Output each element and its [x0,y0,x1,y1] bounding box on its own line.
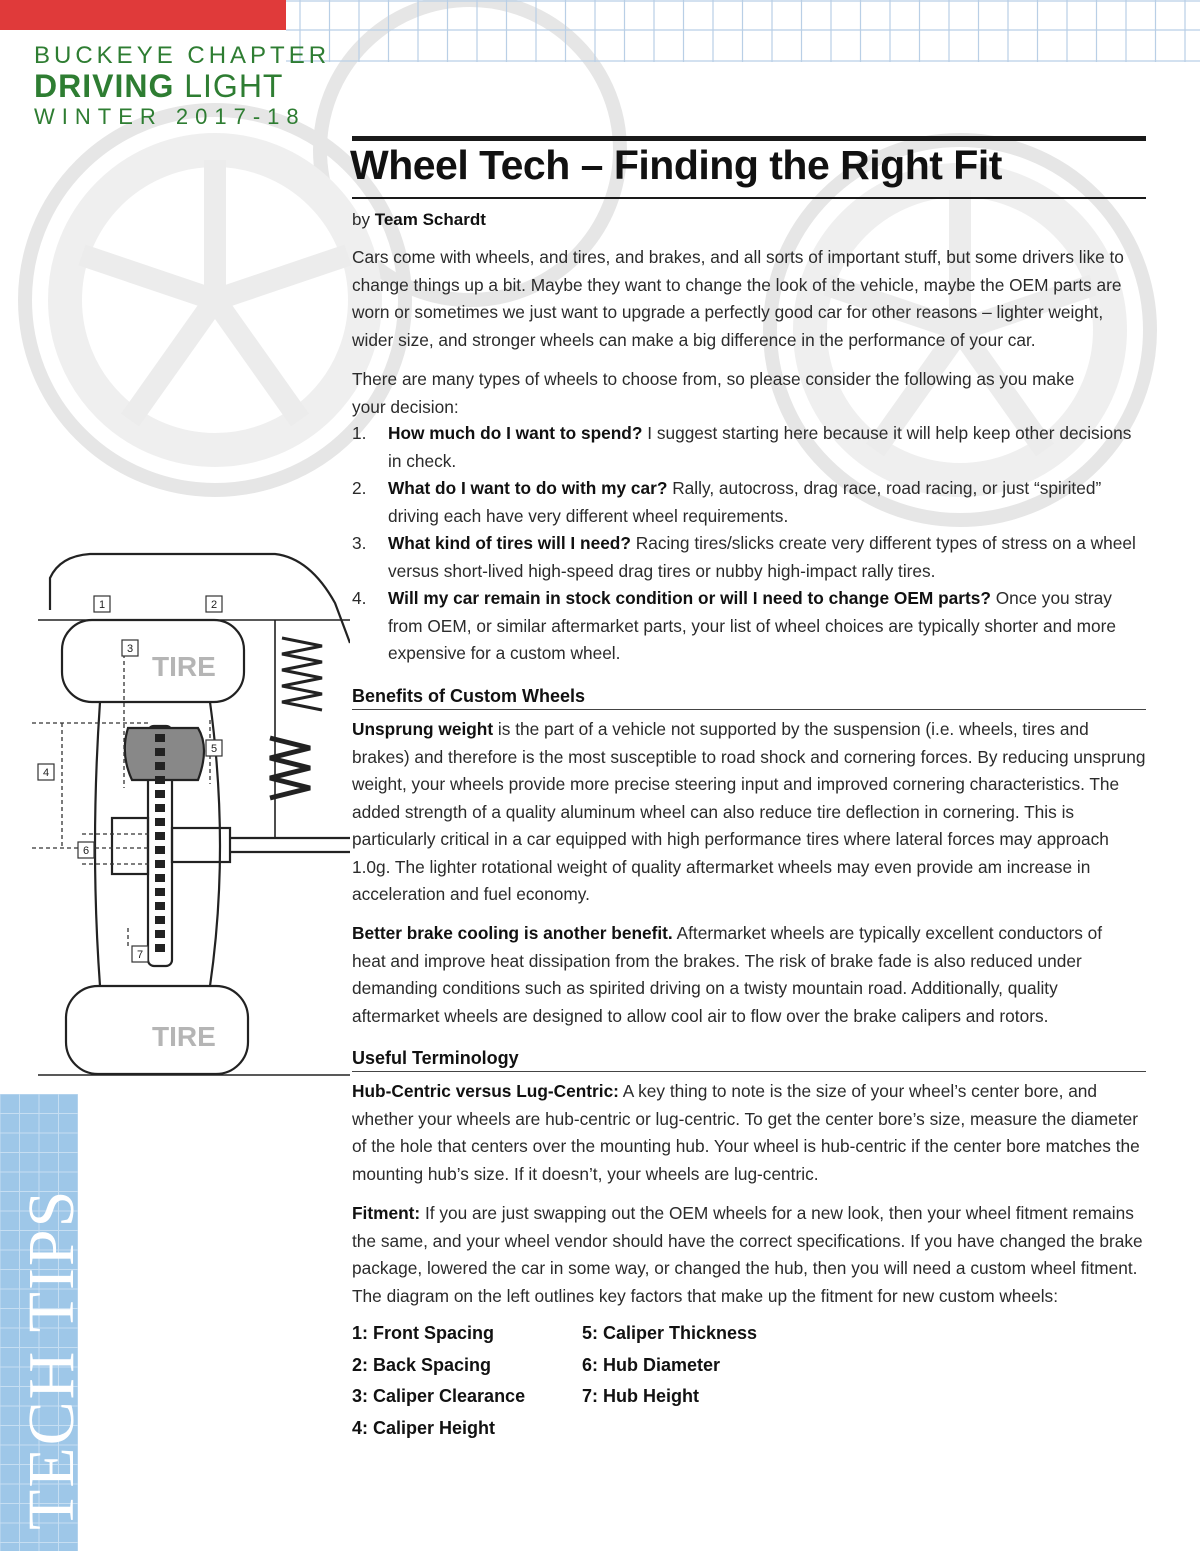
section-tag: TECH TIPS [15,1188,88,1530]
callout-2: 2 [210,599,218,611]
list-number: 3. [352,533,367,553]
list-number: 4. [352,588,367,608]
list-number: 1. [352,423,367,443]
callout-3: 3 [126,643,134,655]
fitment-lead: Fitment: [352,1203,421,1223]
fitment-text: If you are just swapping out the OEM wheels for a new look, then your wheel fitment remains the same, and your wheel vendor should have the correct specifications. If you have changed the brake package, lowered the car in some way, or changed the hub, then you will need a custom wheel fitment. The diagram on the left outlines key factors that make up the fitment for new custom wheels: [352,1203,1143,1306]
intro-paragraph: Cars come with wheels, and tires, and brakes, and all sorts of important stuff, but some drivers like to change things up a bit. Maybe they want to change the look of the vehicle, maybe the OEM parts are worn or sometimes we just want to upgrade a perfectly good car for other reasons – lighter weight, wider size, and stronger wheels can make a big difference in the performance of your car. [352,247,1124,350]
chapter-name: BUCKEYE CHAPTER [34,42,331,69]
answer: Once you stray from OEM, or similar aftermarket parts, your list of wheel choices are typically shorter and more expensive for a custom wheel. [388,588,1116,663]
brake-paragraph [352,920,1132,1030]
question: What kind of tires will I need? [388,533,631,553]
lead-in-paragraph: There are many types of wheels to choose from, so please consider the following as you make your decision: [352,369,1075,417]
unsprung-lead: Unsprung weight [352,719,494,739]
title-rule-top [352,136,1146,141]
wheel-fitment-diagram [20,548,350,1078]
author: Team Schardt [374,210,486,229]
hub-lead: Hub-Centric versus Lug-Centric: [352,1081,619,1101]
by-label: by [352,210,370,229]
title-rule-bottom [352,197,1146,199]
callout-6: 6 [82,845,90,857]
publication-name [34,68,283,105]
legend-item: 6: Hub Diameter [582,1354,721,1375]
article-title: Wheel Tech – Finding the Right Fit [350,142,1002,188]
brake-lead: Better brake cooling is another benefit. [352,923,673,943]
legend-item: 1: Front Spacing [352,1323,495,1343]
question: How much do I want to spend? [388,423,643,443]
question: Will my car remain in stock condition or will I need to change OEM parts? [388,588,991,608]
issue-season: WINTER 2017-18 [34,104,306,129]
legend-item: 3: Caliper Clearance [352,1386,526,1406]
callout-4: 4 [42,767,50,779]
legend-item: 4: Caliper Height [352,1417,496,1438]
legend-item: 7: Hub Height [582,1386,699,1406]
fitment-legend-left [352,1318,525,1444]
benefits-heading: Benefits of Custom Wheels [352,686,1146,710]
header-grid [286,0,1200,62]
hub-text: A key thing to note is the size of your wheel’s center bore, and whether your wheels are hub-centric or lug-centric. To get the center bore’s size, measure the diameter of the hole that centers over the mounting hub. Your wheel is hub-centric if the center bore matches the mounting hub’s size. If it doesn’t, your wheels are lug-centric. [352,1081,1140,1184]
legend-item: 5: Caliper Thickness [582,1323,758,1343]
tire-label-top: TIRE [152,651,216,682]
answer: Rally, autocross, drag race, road racing, or just “spirited” driving each have very different wheel requirements. [388,478,1102,526]
list-item [352,420,1142,475]
list-item [352,530,1142,585]
list-number: 2. [352,478,367,498]
callout-7: 7 [136,949,144,961]
brake-text: Aftermarket wheels are typically excellent conductors of heat and improve heat dissipation from the brakes. The risk of brake fade is also reduced under demanding conditions such as spirited driving on a twisty mountain road. Additionally, quality aftermarket wheels are designed to allow cool air to flow over the brake calipers and rotors. [352,923,1103,1026]
fitment-paragraph [352,1200,1150,1310]
fitment-legend-right [582,1318,757,1413]
terminology-heading: Useful Terminology [352,1048,1146,1072]
callout-5: 5 [210,743,218,755]
answer: I suggest starting here because it will help keep other decisions in check. [388,423,1132,471]
publication-bold: DRIVING [34,68,175,104]
callout-1: 1 [98,599,106,611]
hub-paragraph [352,1078,1150,1188]
question: What do I want to do with my car? [388,478,668,498]
list-item [352,585,1142,668]
list-item [352,475,1142,530]
tire-label-bottom: TIRE [152,1021,216,1052]
legend-item: 2: Back Spacing [352,1354,492,1375]
unsprung-text: is the part of a vehicle not supported by the suspension (i.e. wheels, tires and brakes) and therefore is the most susceptible to road shock and cornering forces. By reducing unsprung weight, your wheels provide more precise steering input and improved cornering characteristics. The added strength of a quality aluminum wheel can also reduce tire deflection in cornering. This is particularly critical in a car equipped with high performance tires where lateral forces may approach 1.0g. The lighter rotational weight of quality aftermarket wheels may even provide am increase in acceleration and fuel economy. [352,719,1146,904]
question-list [352,420,1142,668]
answer: Racing tires/slicks create very different types of stress on a wheel versus short-lived high-speed drag tires or nubby high-impact rally tires. [388,533,1136,581]
publication-light: LIGHT [184,68,284,104]
accent-bar [0,0,286,30]
byline [352,210,486,230]
unsprung-paragraph [352,716,1148,909]
